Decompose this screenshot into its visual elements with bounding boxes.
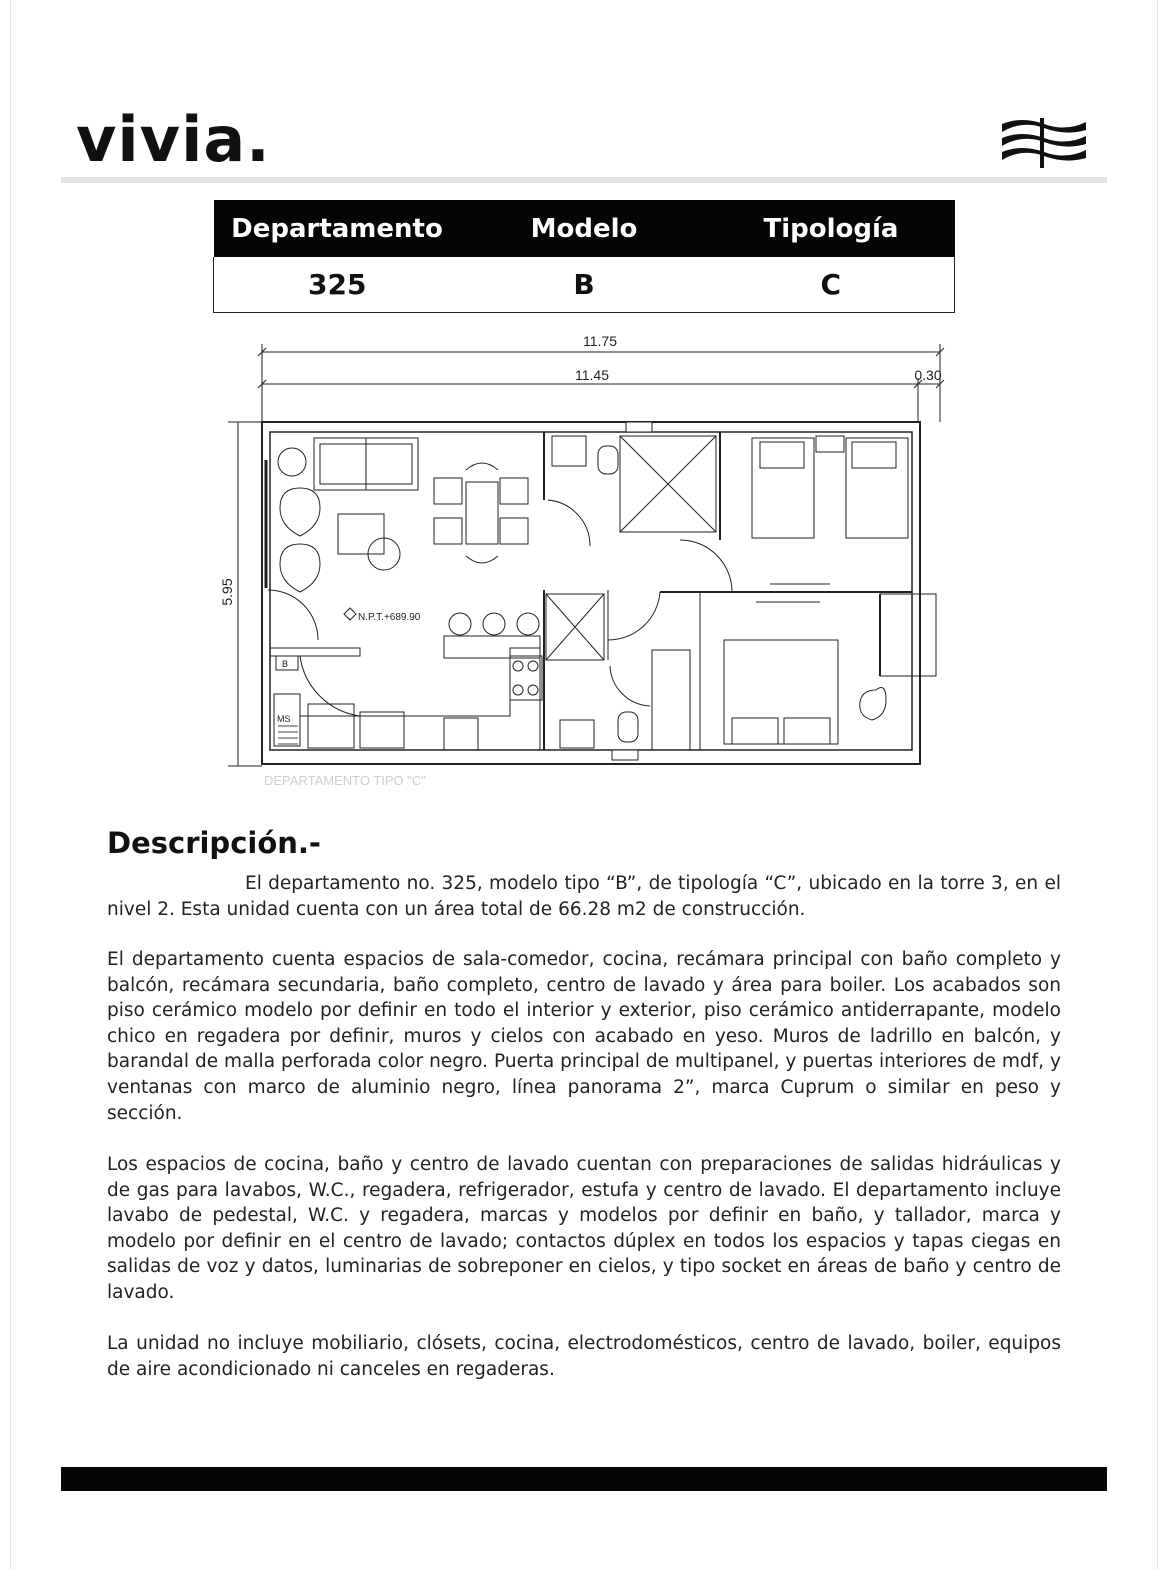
description-title: Descripción.- [107, 826, 321, 860]
dim-wall: 0.30 [914, 367, 942, 383]
dim-height: 5.95 [219, 578, 235, 606]
description-paragraph-1: El departamento no. 325, modelo tipo “B”, de tipología “C”, ubicado en la torre 3, en el nivel 2. Esta unidad cuenta con un área total de 66.28 m2 de construcción. [107, 873, 1061, 920]
brand-logo: vivia. [76, 103, 271, 176]
description-paragraph-4: La unidad no incluye mobiliario, clósets, cocina, electrodomésticos, centro de lavado, boiler, equipos de aire acondicionado ni canceles en regaderas. [107, 1333, 1061, 1380]
dim-total-width: 11.75 [583, 333, 617, 349]
footer-bar [61, 1467, 1107, 1491]
value-modelo: B [461, 257, 708, 313]
dim-inner-width: 11.45 [575, 367, 609, 383]
level-label: N.P.T.+689.90 [358, 612, 421, 623]
table-value-row [214, 257, 955, 313]
header-modelo: Modelo [461, 200, 708, 257]
unit-table [213, 200, 955, 313]
header-rule [61, 177, 1107, 183]
table-header-row [214, 200, 955, 257]
flag-emblem-icon [1000, 114, 1088, 170]
floor-plan [200, 330, 960, 800]
header-departamento: Departamento [214, 200, 461, 257]
description-paragraph-3: Los espacios de cocina, baño y centro de lavado cuentan con preparaciones de salidas hidráulicas y de gas para lavabos, W.C., regadera, refrigerador, estufa y centro de lavado. El departamento incluye lavabo de pedestal, W.C. y regadera, marcas y modelos por definir en baño, y tallador, marca y modelo por definir en el centro de lavado; contactos dúplex en todos los espacios y tapas ciegas en salidas de voz y datos, luminarias de sobreponer en cielos, y tipo socket en áreas de baño y centro de lavado. [107, 1154, 1061, 1303]
value-departamento: 325 [214, 257, 461, 313]
washer-label: MS [277, 714, 291, 724]
value-tipologia: C [708, 257, 955, 313]
plan-caption: DEPARTAMENTO TIPO "C" [264, 773, 426, 788]
boiler-label: B [282, 659, 289, 669]
description-paragraph-2: El departamento cuenta espacios de sala-comedor, cocina, recámara principal con baño completo y balcón, recámara secundaria, baño completo, centro de lavado y área para boiler. Los acabados son piso cerámico modelo por definir en todo el interior y exterior, piso cerámico antiderrapante, modelo chico en regadera por definir, muros y cielos con acabado en yeso. Muros de ladrillo en balcón, y barandal de malla perforada color negro. Puerta principal de multipanel, y puertas interiores de mdf, y ventanas con marco de aluminio negro, línea panorama 2”, marca Cuprum o similar en peso y sección. [107, 949, 1061, 1124]
header-tipologia: Tipología [708, 200, 955, 257]
